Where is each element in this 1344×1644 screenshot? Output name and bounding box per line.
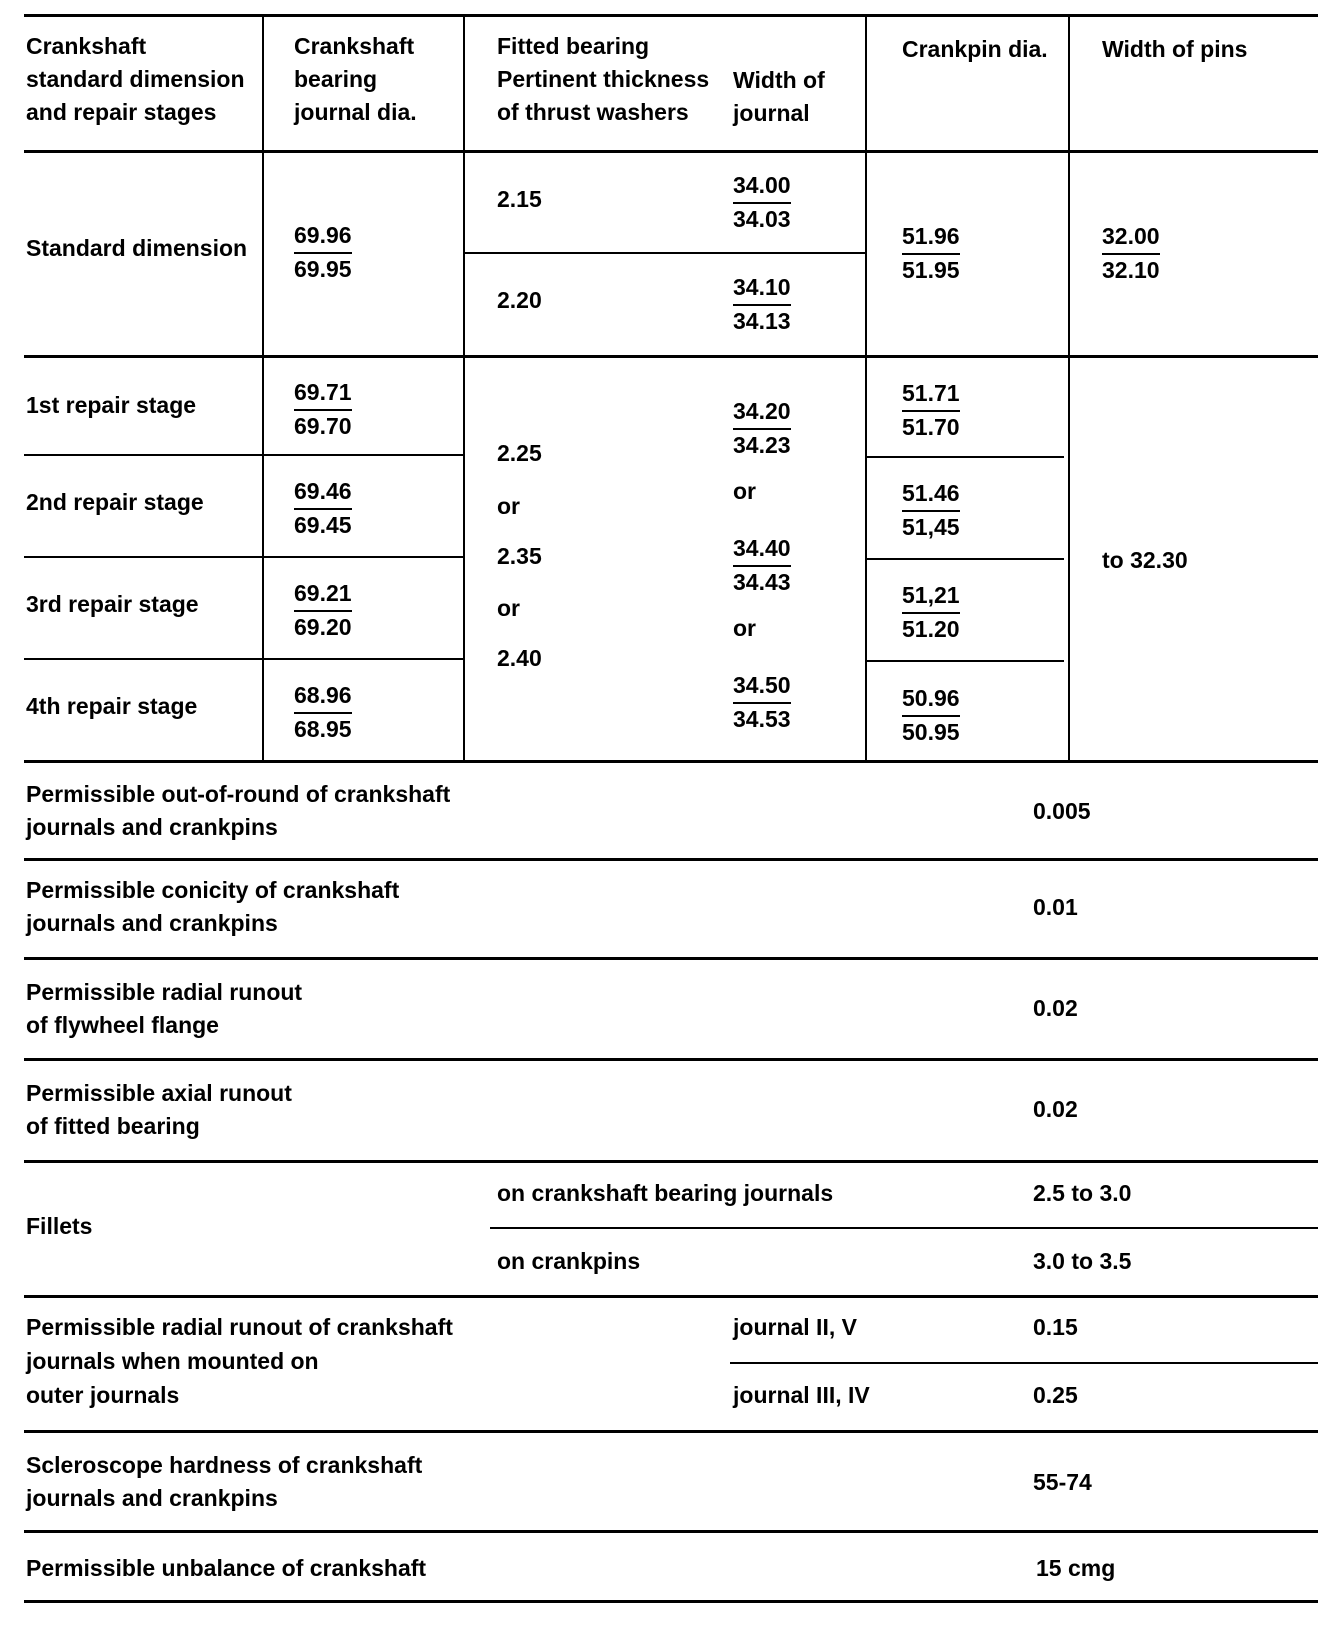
radial-journals-row1-journal: journal II, V bbox=[733, 1314, 857, 1340]
header-col4-line1: Width of bbox=[733, 67, 825, 93]
standard-pin-width bbox=[1102, 221, 1160, 286]
repair-stage-2-label: 2nd repair stage bbox=[26, 489, 204, 515]
repair-width-or-1: or bbox=[733, 478, 756, 504]
radial-journals-label-line3: outer journals bbox=[26, 1382, 180, 1408]
rule-fillets-split bbox=[490, 1227, 1318, 1229]
rule-spec-7 bbox=[24, 1530, 1318, 1533]
header-col3-line3: of thrust washers bbox=[497, 99, 689, 125]
rule-spec-2 bbox=[24, 957, 1318, 960]
fraction-lower: 34.03 bbox=[733, 206, 791, 232]
conicity-value: 0.01 bbox=[1033, 894, 1078, 920]
rule-repair-3-pin bbox=[866, 660, 1064, 662]
hardness-label-line2: journals and crankpins bbox=[26, 1485, 278, 1511]
fraction-lower: 51.70 bbox=[902, 414, 960, 440]
fraction-upper: 34.50 bbox=[733, 670, 791, 704]
rule-repair-2-pin bbox=[866, 558, 1064, 560]
repair-stage-3-crankpin-dia bbox=[902, 580, 960, 645]
fillets-crankpins-where: on crankpins bbox=[497, 1248, 641, 1274]
repair-thrust-2: 2.35 bbox=[497, 543, 542, 569]
fraction-upper: 50.96 bbox=[902, 683, 960, 717]
rule-bottom bbox=[24, 1600, 1318, 1603]
fraction-lower: 51,45 bbox=[902, 514, 960, 540]
repair-width-1 bbox=[733, 396, 791, 461]
standard-label: Standard dimension bbox=[26, 235, 248, 261]
fraction-upper: 51.46 bbox=[902, 478, 960, 512]
fraction-upper: 69.71 bbox=[294, 377, 352, 411]
rule-spec-5 bbox=[24, 1295, 1318, 1298]
repair-stage-1-crankpin-dia bbox=[902, 378, 960, 443]
axial-bearing-value: 0.02 bbox=[1033, 1096, 1078, 1122]
fraction-lower: 69.20 bbox=[294, 614, 352, 640]
fraction-upper: 68.96 bbox=[294, 680, 352, 714]
fraction-lower: 34.43 bbox=[733, 569, 791, 595]
repair-stage-4-label: 4th repair stage bbox=[26, 693, 198, 719]
fraction-lower: 34.53 bbox=[733, 706, 791, 732]
radial-journals-row1-value: 0.15 bbox=[1033, 1314, 1078, 1340]
radial-journals-label-line1: Permissible radial runout of crankshaft bbox=[26, 1314, 453, 1340]
standard-journal-dia bbox=[294, 220, 352, 285]
fraction-lower: 32.10 bbox=[1102, 257, 1160, 283]
radial-flange-label-line1: Permissible radial runout bbox=[26, 979, 303, 1005]
standard-width-2 bbox=[733, 272, 791, 337]
fraction-lower: 69.70 bbox=[294, 413, 352, 439]
header-col1-line2: standard dimension bbox=[26, 66, 245, 92]
header-col2-line3: journal dia. bbox=[294, 99, 417, 125]
out-of-round-value: 0.005 bbox=[1033, 798, 1091, 824]
rule-spec-6 bbox=[24, 1430, 1318, 1433]
rule-top bbox=[24, 14, 1318, 17]
repair-thrust-1: 2.25 bbox=[497, 440, 542, 466]
header-col3-line2: Pertinent thickness bbox=[497, 66, 710, 92]
unbalance-value: 15 cmg bbox=[1036, 1555, 1116, 1581]
repair-stage-1-journal-dia bbox=[294, 377, 352, 442]
repair-stage-3-label: 3rd repair stage bbox=[26, 591, 199, 617]
rule-standard-bottom bbox=[24, 355, 1318, 358]
hardness-value: 55-74 bbox=[1033, 1469, 1092, 1495]
rule-repair-bottom bbox=[24, 760, 1318, 763]
fraction-upper: 51.96 bbox=[902, 221, 960, 255]
vrule-4 bbox=[1068, 14, 1070, 760]
repair-stage-2-crankpin-dia bbox=[902, 478, 960, 543]
repair-width-3 bbox=[733, 670, 791, 735]
radial-journals-label-line2: journals when mounted on bbox=[26, 1348, 319, 1374]
rule-repair-1-pin bbox=[866, 456, 1064, 458]
vrule-1 bbox=[262, 14, 264, 760]
header-col4-line2: journal bbox=[733, 100, 810, 126]
fraction-upper: 51,21 bbox=[902, 580, 960, 614]
repair-stage-4-journal-dia bbox=[294, 680, 352, 745]
standard-thrust-1: 2.15 bbox=[497, 186, 542, 212]
fillets-journals-where: on crankshaft bearing journals bbox=[497, 1180, 834, 1206]
fraction-upper: 69.46 bbox=[294, 476, 352, 510]
repair-thrust-or-2: or bbox=[497, 595, 520, 621]
vrule-3 bbox=[865, 14, 867, 760]
repair-pin-width: to 32.30 bbox=[1102, 547, 1188, 573]
repair-width-2 bbox=[733, 533, 791, 598]
conicity-label-line2: journals and crankpins bbox=[26, 910, 278, 936]
fraction-upper: 32.00 bbox=[1102, 221, 1160, 255]
fraction-lower: 51.95 bbox=[902, 257, 960, 283]
rule-spec-4 bbox=[24, 1160, 1318, 1163]
hardness-label-line1: Scleroscope hardness of crankshaft bbox=[26, 1452, 423, 1478]
repair-stage-2-journal-dia bbox=[294, 476, 352, 541]
axial-bearing-label-line2: of fitted bearing bbox=[26, 1113, 200, 1139]
rule-standard-split bbox=[464, 252, 866, 254]
fillets-journals-value: 2.5 to 3.0 bbox=[1033, 1180, 1132, 1206]
repair-thrust-or-1: or bbox=[497, 493, 520, 519]
fraction-lower: 34.23 bbox=[733, 432, 791, 458]
fraction-lower: 51.20 bbox=[902, 616, 960, 642]
rule-repair-3 bbox=[24, 658, 464, 660]
fraction-upper: 34.20 bbox=[733, 396, 791, 430]
fraction-upper: 69.96 bbox=[294, 220, 352, 254]
fillets-crankpins-value: 3.0 to 3.5 bbox=[1033, 1248, 1132, 1274]
header-col3-line1: Fitted bearing bbox=[497, 33, 650, 59]
out-of-round-label-line1: Permissible out-of-round of crankshaft bbox=[26, 781, 451, 807]
fraction-lower: 69.95 bbox=[294, 256, 352, 282]
standard-thrust-2: 2.20 bbox=[497, 287, 542, 313]
fraction-lower: 34.13 bbox=[733, 308, 791, 334]
axial-bearing-label-line1: Permissible axial runout bbox=[26, 1080, 292, 1106]
radial-journals-row2-value: 0.25 bbox=[1033, 1382, 1078, 1408]
header-col5: Crankpin dia. bbox=[902, 36, 1048, 62]
fraction-upper: 34.40 bbox=[733, 533, 791, 567]
rule-repair-2 bbox=[24, 556, 464, 558]
radial-journals-row2-journal: journal III, IV bbox=[733, 1382, 870, 1408]
rule-runout-split bbox=[730, 1362, 1318, 1364]
fraction-upper: 69.21 bbox=[294, 578, 352, 612]
repair-stage-4-crankpin-dia bbox=[902, 683, 960, 748]
fillets-label: Fillets bbox=[26, 1213, 93, 1239]
rule-spec-3 bbox=[24, 1058, 1318, 1061]
fraction-lower: 69.45 bbox=[294, 512, 352, 538]
repair-stage-1-label: 1st repair stage bbox=[26, 392, 197, 418]
header-col2-line2: bearing bbox=[294, 66, 378, 92]
radial-flange-label-line2: of flywheel flange bbox=[26, 1012, 219, 1038]
rule-spec-1 bbox=[24, 858, 1318, 861]
rule-repair-1 bbox=[24, 454, 464, 456]
standard-crankpin-dia bbox=[902, 221, 960, 286]
header-col1-line1: Crankshaft bbox=[26, 33, 147, 59]
repair-thrust-3: 2.40 bbox=[497, 645, 542, 671]
repair-width-or-2: or bbox=[733, 615, 756, 641]
out-of-round-label-line2: journals and crankpins bbox=[26, 814, 278, 840]
header-col1-line3: and repair stages bbox=[26, 99, 217, 125]
fraction-lower: 50.95 bbox=[902, 719, 960, 745]
vrule-2 bbox=[463, 14, 465, 760]
fraction-upper: 34.10 bbox=[733, 272, 791, 306]
conicity-label-line1: Permissible conicity of crankshaft bbox=[26, 877, 400, 903]
unbalance-label: Permissible unbalance of crankshaft bbox=[26, 1555, 427, 1581]
standard-width-1 bbox=[733, 170, 791, 235]
header-col2-line1: Crankshaft bbox=[294, 33, 415, 59]
rule-header-bottom bbox=[24, 150, 1318, 153]
fraction-lower: 68.95 bbox=[294, 716, 352, 742]
radial-flange-value: 0.02 bbox=[1033, 995, 1078, 1021]
repair-stage-3-journal-dia bbox=[294, 578, 352, 643]
fraction-upper: 34.00 bbox=[733, 170, 791, 204]
header-col6: Width of pins bbox=[1102, 36, 1248, 62]
fraction-upper: 51.71 bbox=[902, 378, 960, 412]
